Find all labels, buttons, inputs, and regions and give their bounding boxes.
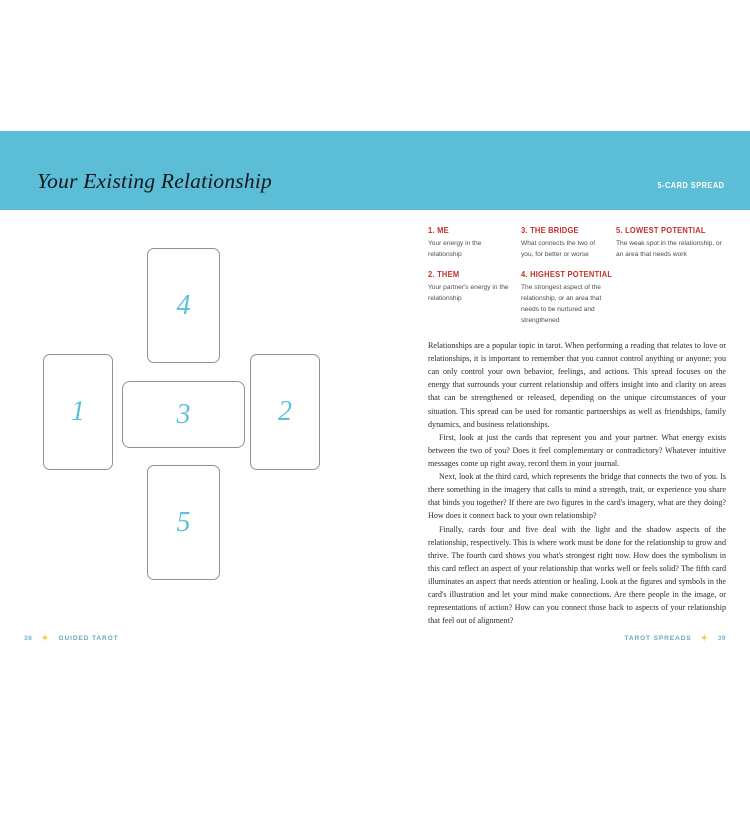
footer-left (24, 634, 118, 643)
key-item (428, 270, 512, 304)
spread-position-key (428, 226, 728, 326)
body-copy (428, 339, 726, 627)
key-item (616, 226, 722, 260)
card-number-label: 4 (176, 289, 191, 321)
right-page-column (428, 226, 728, 626)
key-column-1 (428, 226, 512, 304)
card-number-label: 3 (176, 398, 191, 430)
star-icon: ✦ (700, 632, 709, 643)
star-icon: ✦ (41, 632, 50, 643)
tarot-card-4[interactable] (147, 248, 220, 363)
key-item-title: 2. THEM (428, 270, 460, 280)
key-item-title: 3. THE BRIDGE (521, 226, 579, 235)
key-item-description: What connects the two of you, for better or worse (521, 240, 596, 259)
key-column-2 (521, 226, 613, 326)
key-item (428, 226, 512, 260)
key-item-description: The strongest aspect of the relationship, or an area that needs to be nurtured and strengthened (521, 284, 602, 325)
body-paragraph: Finally, cards four and five deal with the light and the shadow aspects of the relationship, respectively. This is where work must be done for the relationship to grow and thrive. The fourth card shows you what's strongest right now. How does the symbolism in this card reflect an aspect of your relationship that works well or feels solid? The fifth card illuminates an aspect that needs attention or healing. Look at the figures and symbols in the card's illustration and let your mind make connections. Are there people in the image, or representations of action? How can you connect those back to aspects of your relationship that feel out of alignment? (428, 524, 726, 626)
header-band (0, 131, 750, 210)
tarot-card-1[interactable] (43, 354, 113, 470)
tarot-card-2[interactable] (250, 354, 320, 470)
key-item-description: Your energy in the relationship (428, 240, 482, 259)
card-number-label: 1 (71, 396, 85, 427)
page-number-right: 39 (717, 635, 726, 642)
running-head-left: GUIDED TAROT (58, 635, 119, 642)
key-item-title: 5. LOWEST POTENTIAL (616, 226, 706, 235)
page-title: Your Existing Relationship (37, 169, 272, 193)
tarot-card-3[interactable] (122, 381, 245, 448)
page-number-left: 38 (24, 635, 33, 642)
key-column-3 (616, 226, 722, 260)
key-item (521, 270, 613, 326)
running-head-right: TAROT SPREADS (624, 635, 692, 642)
spread-type-label: 5-CARD SPREAD (656, 181, 724, 190)
card-spread-diagram (0, 210, 400, 625)
key-item-title: 4. HIGHEST POTENTIAL (521, 270, 613, 280)
footer-right (624, 634, 726, 643)
key-item-description: Your partner's energy in the relationship (428, 284, 509, 303)
card-number-label: 2 (278, 396, 292, 427)
body-paragraph: First, look at just the cards that represent you and your partner. What energy exists between the two of you? Does it feel complementary or contradictory? Whatever intuitive messages come up right away, record them in your journal. (428, 432, 726, 468)
key-item-description: The weak spot in the relationship, or an area that needs work (616, 240, 722, 259)
tarot-card-5[interactable] (147, 465, 220, 580)
body-paragraph: Next, look at the third card, which represents the bridge that connects the two of you. Is there something in the imagery that calls to mind a strength, trait, or experience you share that binds you together? If there are two figures in the card's imagery, what are they doing? How does it connect back to your own relationship? (428, 472, 726, 521)
body-paragraph: Relationships are a popular topic in tarot. When performing a reading that relates to love or relationships, it is important to remember that you cannot control anything or anyone; you can only control your own behavior, feelings, and actions. This spread focuses on the energy that surrounds your current relationship and offers insight into and clarity on areas that can be strengthened or released, depending on the unique circumstances of your situation. This spread can be used for romantic partnerships as well as friendships, family dynamics, and business relationships. (428, 341, 726, 429)
key-item-title: 1. ME (428, 226, 449, 235)
card-number-label: 5 (176, 506, 191, 538)
key-item (521, 226, 609, 260)
